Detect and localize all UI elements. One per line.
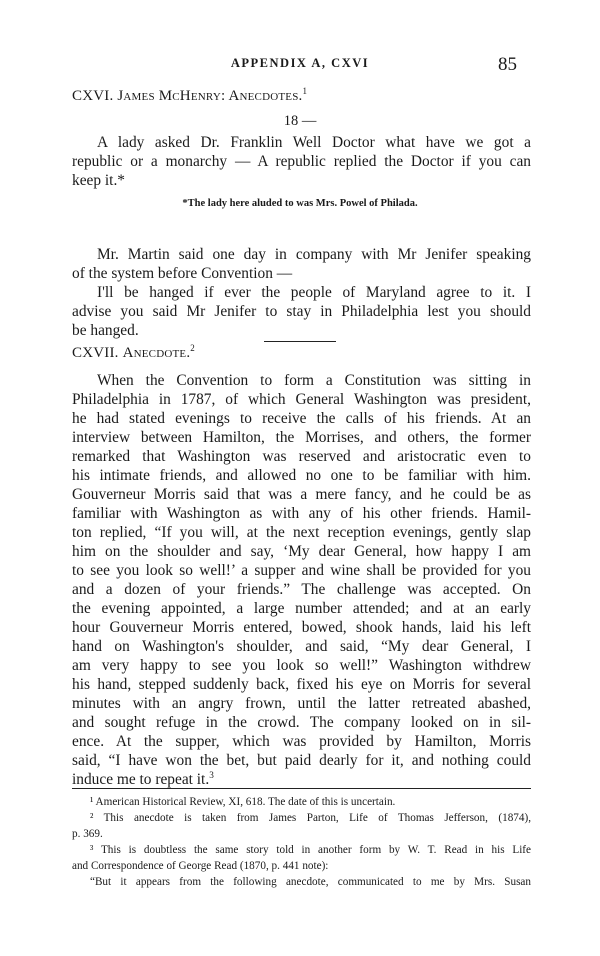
text-line: am very happy to see you look so well!” Washington withdrew bbox=[72, 657, 531, 674]
section-number: CXVII. bbox=[72, 345, 119, 361]
text-line: him on the shoulder and say, ‘My dear General, how happy I am bbox=[72, 543, 531, 560]
section-date: 18 — bbox=[283, 113, 317, 129]
text-line: I'll be hanged if ever the people of Maryland agree to it. I bbox=[97, 284, 531, 301]
star-footnote: *The lady here aluded to was Mrs. Powel of Philada. bbox=[182, 198, 418, 209]
section-divider bbox=[264, 341, 336, 342]
text-line: familiar with Washington as with any of his other friends. Hamil- bbox=[72, 505, 531, 522]
text-line: interview between Hamilton, the Morrises, and others, the former bbox=[72, 429, 531, 446]
text-line: induce me to repeat it. bbox=[72, 771, 210, 788]
text-line: minutes with an angry frown, until the latter retreated abashed, bbox=[72, 695, 531, 712]
text-line: ton replied, “If you will, at the next reception evenings, gently slap bbox=[72, 524, 531, 541]
section-title: Anecdote. bbox=[122, 345, 191, 361]
text-line: keep it.* bbox=[72, 172, 125, 189]
text-line: Philadelphia in 1787, of which General Washington was president, bbox=[72, 391, 531, 408]
text-line: When the Convention to form a Constitution was sitting in bbox=[97, 372, 531, 389]
text-line: he had stated evenings to receive the calls of his friends. At an bbox=[72, 410, 531, 427]
text-line: his hand, stepped suddenly back, fixed his eye on Morris for several bbox=[72, 676, 531, 693]
text-line: of the system before Convention — bbox=[72, 265, 293, 282]
text-line: said, “I have won the bet, but paid dearly for it, and nothing could bbox=[72, 752, 531, 769]
text-line: hour Gouverneur Morris entered, bowed, shook hands, laid his left bbox=[72, 619, 531, 636]
section-number: CXVI. bbox=[72, 88, 114, 104]
footnote: “But it appears from the following anecdote, communicated to me by Mrs. Susan bbox=[90, 876, 531, 888]
footnote-ref: 2 bbox=[190, 343, 195, 353]
text-line: be hanged. bbox=[72, 322, 139, 339]
text-line: republic or a monarchy — A republic replied the Doctor if you can bbox=[72, 153, 531, 170]
footnote: ³ This is doubtless the same story told in another form by W. T. Read in his Life bbox=[90, 844, 531, 856]
footnote: and Correspondence of George Read (1870, p. 441 note): bbox=[72, 860, 329, 872]
footnote-rule bbox=[72, 788, 531, 789]
text-line: and sought refuge in the crowd. The company looked on in sil- bbox=[72, 714, 531, 731]
text-line-last bbox=[72, 770, 531, 789]
footnote: ¹ American Historical Review, XI, 618. The date of this is uncertain. bbox=[90, 796, 396, 808]
text-line: ence. At the supper, which was provided by Hamilton, Morris bbox=[72, 733, 531, 750]
text-line: A lady asked Dr. Franklin Well Doctor what have we got a bbox=[97, 134, 531, 151]
footnote: p. 369. bbox=[72, 828, 103, 840]
page-number: 85 bbox=[498, 54, 517, 75]
section-title: James McHenry: Anecdotes. bbox=[117, 88, 303, 104]
text-line: Mr. Martin said one day in company with Mr Jenifer speaking bbox=[97, 246, 531, 263]
text-line: Gouverneur Morris said that was a mere fancy, and he could be as bbox=[72, 486, 531, 503]
footnote: ² This anecdote is taken from James Parton, Life of Thomas Jefferson, (1874), bbox=[90, 812, 531, 824]
section-cxvi-heading bbox=[72, 88, 307, 105]
text-line: his intimate friends, and allowed no one to be familiar with him. bbox=[72, 467, 531, 484]
text-line: to see you look so well!’ a supper and wine shall be provided for you bbox=[72, 562, 531, 579]
footnote-ref: 1 bbox=[302, 86, 308, 96]
section-cxvii-heading bbox=[72, 345, 195, 362]
text-line: hand on Washington's shoulder, and said, “My dear General, I bbox=[72, 638, 531, 655]
footnote-ref: 3 bbox=[209, 769, 214, 780]
text-line: advise you said Mr Jenifer to stay in Philadelphia lest you should bbox=[72, 303, 531, 320]
text-line: the evening appointed, a large number attended; and at an early bbox=[72, 600, 531, 617]
running-head: APPENDIX A, CXVI bbox=[230, 56, 370, 70]
text-line: and a dozen of your friends.” The challenge was accepted. On bbox=[72, 581, 531, 598]
text-line: remarked that Washington was reserved and aristocratic even to bbox=[72, 448, 531, 465]
